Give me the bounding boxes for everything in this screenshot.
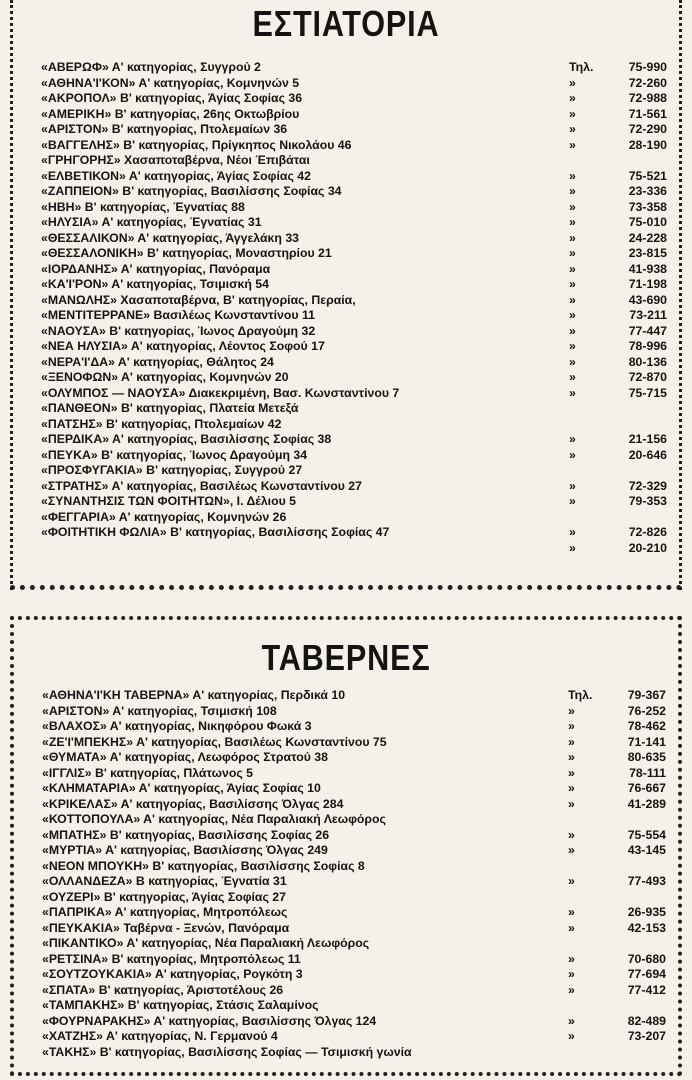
tel-mark: » — [569, 277, 576, 291]
list-item — [41, 215, 667, 231]
list-item — [42, 688, 666, 704]
entry-text: «ΝΕΡΑ'Ι'ΔΑ» Α' κατηγορίας, Θάλητος 24 — [41, 354, 274, 369]
restaurants-section — [10, 0, 682, 590]
entry-text: «ΝΕΑ ΗΛΥΣΙΑ» Α' κατηγορίας, Λέοντος Σοφού 17 — [41, 339, 325, 353]
list-item — [42, 890, 666, 906]
entry-text: «ΓΡΗΓΟΡΗΣ» Χασαποταβέρνα, Νέοι Έπιβάται — [41, 153, 310, 167]
tel-mark: » — [568, 796, 575, 811]
list-item — [42, 921, 666, 937]
tel-mark: » — [568, 982, 575, 997]
entry-text: «ΠΕΥΚΑΚΙΑ» Ταβέρνα - Ξενών, Πανόραμα — [42, 920, 290, 935]
entry-text: «ΖΑΠΠΕΙΟΝ» Β' κατηγορίας, Βασιλίσσης Σοφίας 34 — [41, 184, 342, 198]
tel-mark: » — [569, 137, 576, 152]
list-item — [42, 998, 666, 1014]
list-item — [42, 1029, 666, 1045]
list-item — [41, 401, 667, 417]
list-item — [41, 324, 667, 340]
list-item — [42, 812, 666, 828]
list-item — [42, 905, 666, 921]
tel-mark: » — [569, 261, 576, 276]
list-item — [41, 76, 667, 92]
tel-mark: » — [569, 494, 576, 508]
phone-number: 75-554 — [627, 827, 666, 842]
list-item — [41, 293, 667, 309]
tel-mark: Τηλ. — [569, 60, 594, 74]
phone-number: 77-412 — [627, 982, 666, 997]
phone-number: 72-260 — [628, 75, 667, 90]
phone-number: 78-462 — [627, 719, 666, 733]
entry-text: «ΒΑΓΓΕΛΗΣ» Β' κατηγορίας, Πρίγκηπος Νικολάου 46 — [41, 137, 352, 152]
tel-mark: » — [568, 1013, 575, 1028]
entry-text: «ΝΕΟΝ ΜΠΟΥΚΗ» Β' κατηγορίας, Βασιλίσσης Σοφίας 8 — [42, 858, 365, 873]
entry-text: «ΖΕ'Ι'ΜΠΕΚΗΣ» Α' κατηγορίας, Βασιλέως Κωνσταντίνου 75 — [42, 734, 387, 749]
list-item — [42, 781, 666, 797]
list-item — [41, 169, 667, 185]
list-item — [42, 859, 666, 875]
list-item — [42, 828, 666, 844]
tel-mark: » — [568, 750, 575, 764]
list-item — [41, 277, 667, 293]
phone-number: 43-145 — [627, 843, 666, 857]
restaurants-list — [41, 60, 667, 556]
list-item — [41, 417, 667, 433]
entry-text: «ΜΕΝΤΙΤΕΡΡΑΝΕ» Βασιλέως Κωνσταντίνου 11 — [41, 308, 315, 322]
entry-text: «ΙΓΓΛΙΣ» Β' κατηγορίας, Πλάτωνος 5 — [42, 765, 254, 780]
tel-mark: » — [568, 967, 575, 981]
tel-mark: » — [569, 246, 576, 260]
phone-number: 80-635 — [627, 750, 666, 764]
tel-mark: » — [569, 323, 576, 338]
phone-number: 73-207 — [627, 1029, 666, 1043]
restaurants-title: ΕΣΤΙΑΤΟΡΙΑ — [252, 3, 440, 44]
phone-number: 73-211 — [629, 308, 667, 322]
phone-number: 72-826 — [628, 525, 667, 539]
entry-text: «ΠΙΚΑΝΤΙΚΟ» Α' κατηγορίας, Νέα Παραλιακή Λεωφόρος — [42, 936, 370, 950]
tel-mark: » — [569, 370, 576, 384]
entry-text: «ΘΥΜΑΤΑ» Α' κατηγορίας, Λεωφόρος Στρατού 38 — [42, 750, 328, 764]
entry-text: «ΠΡΟΣΦΥΓΑΚΙΑ» Β' κατηγορίας, Συγγρού 27 — [41, 463, 303, 477]
list-item — [41, 370, 667, 386]
tel-mark: » — [568, 781, 575, 795]
list-item — [41, 510, 667, 526]
list-item — [42, 1014, 666, 1030]
phone-number: 70-680 — [627, 951, 666, 966]
phone-number: 20-210 — [628, 540, 667, 555]
phone-number: 72-329 — [628, 478, 667, 493]
list-item — [41, 355, 667, 371]
entry-text: «ΙΟΡΔΑΝΗΣ» Α' κατηγορίας, Πανόραμα — [41, 261, 271, 276]
phone-number: 23-815 — [628, 246, 667, 260]
tel-mark: » — [569, 447, 576, 462]
list-item — [41, 463, 667, 479]
entry-text: «ΚΟΤΤΟΠΟΥΛΑ» Α' κατηγορίας, Νέα Παραλιακή Λεωφόρος — [42, 812, 386, 826]
entry-text: «ΑΘΗΝΑ'Ι'ΚΟΝ» Α' κατηγορίας, Κομνηνών 5 — [41, 75, 300, 90]
list-item — [42, 1045, 666, 1061]
phone-number: 77-694 — [627, 967, 666, 981]
tel-mark: » — [569, 292, 576, 307]
tel-mark: » — [568, 920, 575, 935]
entry-text: «ΠΕΥΚΑ» Β' κατηγορίας, Ίωνος Δραγούμη 34 — [41, 447, 308, 462]
taverns-list — [42, 688, 666, 1060]
entry-text: «ΜΑΝΩΛΗΣ» Χασαποταβέρνα, Β' κατηγορίας, Περαία, — [41, 292, 356, 307]
list-item — [41, 339, 667, 355]
phone-number: 71-141 — [627, 734, 666, 749]
phone-number: 79-367 — [627, 688, 666, 702]
entry-text: «ΑΘΗΝΑ'Ι'ΚΗ ΤΑΒΕΡΝΑ» Α' κατηγορίας, Περδικά 10 — [42, 688, 346, 702]
phone-number: 75-990 — [628, 60, 667, 74]
tel-mark: » — [569, 199, 576, 214]
list-item — [41, 525, 667, 541]
phone-number: 71-561 — [628, 106, 667, 121]
list-item — [41, 448, 667, 464]
entry-text: «ΦΟΙΤΗΤΙΚΗ ΦΩΛΙΑ» Β' κατηγορίας, Βασιλίσσης Σοφίας 47 — [41, 525, 390, 539]
tel-mark: » — [568, 874, 575, 888]
tel-mark: » — [569, 168, 576, 183]
list-item — [41, 184, 667, 200]
tel-mark: » — [569, 230, 576, 245]
tel-mark: » — [568, 905, 575, 919]
phone-number: 76-252 — [627, 703, 666, 718]
phone-number: 41-289 — [627, 796, 666, 811]
entry-text: «ΘΕΣΣΑΛΟΝΙΚΗ» Β' κατηγορίας, Μοναστηρίου 21 — [41, 246, 332, 260]
phone-number: 76-667 — [627, 781, 666, 795]
entry-text: «ΧΑΤΖΗΣ» Α' κατηγορίας, Ν. Γερμανού 4 — [42, 1029, 278, 1043]
phone-number: 80-136 — [628, 354, 667, 369]
phone-number: 42-153 — [627, 920, 666, 935]
phone-number: 28-190 — [628, 137, 667, 152]
entry-text: «ΗΒΗ» Β' κατηγορίας, Έγνατίας 88 — [41, 199, 245, 214]
entry-text: «ΚΛΗΜΑΤΑΡΙΑ» Α' κατηγορίας, Άγίας Σοφίας 10 — [42, 781, 321, 795]
phone-number: 75-010 — [628, 215, 667, 229]
list-item — [42, 983, 666, 999]
tel-mark: » — [568, 719, 575, 733]
phone-number: 78-996 — [628, 339, 667, 353]
phone-number: 26-935 — [627, 905, 666, 919]
list-item — [42, 719, 666, 735]
tel-mark: Τηλ. — [568, 688, 593, 702]
list-item — [41, 494, 667, 510]
phone-number: 82-489 — [627, 1013, 666, 1028]
entry-text: «ΑΜΕΡΙΚΗ» Β' κατηγορίας, 26ης Οκτωβρίου — [41, 106, 300, 121]
list-item — [42, 843, 666, 859]
entry-text: «ΦΟΥΡΝΑΡΑΚΗΣ» Α' κατηγορίας, Βασιλίσσης Όλγας 124 — [42, 1013, 377, 1028]
tel-mark: » — [569, 215, 576, 229]
taverns-title: ΤΑΒΕΡΝΕΣ — [261, 637, 431, 678]
entry-text: «ΣΟΥΤΖΟΥΚΑΚΙΑ» Α' κατηγορίας, Ρογκότη 3 — [42, 967, 303, 981]
tel-mark: » — [569, 432, 576, 446]
tel-mark: » — [569, 106, 576, 121]
phone-number: 73-358 — [628, 199, 667, 214]
list-item — [42, 936, 666, 952]
tel-mark: » — [569, 122, 576, 136]
entry-text: «ΤΑΚΗΣ» Β' κατηγορίας, Βασιλίσσης Σοφίας — Τσιμισκή γωνία — [42, 1044, 412, 1059]
tel-mark: » — [569, 478, 576, 493]
list-item — [41, 231, 667, 247]
list-item — [41, 107, 667, 123]
tel-mark: » — [568, 734, 575, 749]
phone-number: 41-938 — [628, 261, 667, 276]
list-item — [41, 200, 667, 216]
entry-text: «ΟΛΥΜΠΟΣ — ΝΑΟΥΣΑ» Διακεκριμένη, Βασ. Κωνσταντίνου 7 — [41, 385, 400, 400]
list-item — [41, 432, 667, 448]
entry-text: «ΑΡΙΣΤΟΝ» Α' κατηγορίας, Τσιμισκή 108 — [42, 703, 277, 718]
phone-number: 75-521 — [628, 168, 667, 183]
tel-mark: » — [568, 843, 575, 857]
entry-text: «ΠΑΝΘΕΟΝ» Β' κατηγορίας, Πλατεία Μετεξά — [41, 401, 299, 415]
tel-mark: » — [569, 308, 576, 322]
entry-text: «ΕΛΒΕΤΙΚΟΝ» Α' κατηγορίας, Άγίας Σοφίας 42 — [41, 168, 311, 183]
entry-text: «ΠΕΡΔΙΚΑ» Α' κατηγορίας, Βασιλίσσης Σοφίας 38 — [41, 432, 332, 446]
entry-text: «ΜΥΡΤΙΑ» Α' κατηγορίας, Βασιλίσσης Όλγας 249 — [42, 843, 328, 857]
tel-mark: » — [569, 525, 576, 539]
entry-text: «ΒΛΑΧΟΣ» Α' κατηγορίας, Νικηφόρου Φωκά 3 — [42, 719, 312, 733]
phone-number: 20-646 — [628, 447, 667, 462]
tel-mark: » — [569, 339, 576, 353]
phone-number: 72-870 — [628, 370, 667, 384]
tel-mark: » — [568, 765, 575, 780]
entry-text: «ΑΡΙΣΤΟΝ» Β' κατηγορίας, Πτολεμαίων 36 — [41, 122, 288, 136]
entry-text: «ΘΕΣΣΑΛΙΚΟΝ» Α' κατηγορίας, Άγγελάκη 33 — [41, 230, 300, 245]
list-item — [41, 91, 667, 107]
tel-mark: » — [568, 951, 575, 966]
list-item — [41, 138, 667, 154]
list-item — [41, 262, 667, 278]
list-item — [42, 967, 666, 983]
phone-number: 72-290 — [628, 122, 667, 136]
phone-number: 75-715 — [628, 385, 667, 400]
entry-text: «ΟΥΖΕΡΙ» Β' κατηγορίας, Άγίας Σοφίας 27 — [42, 889, 286, 904]
list-item — [42, 874, 666, 890]
phone-number: 78-111 — [629, 765, 666, 780]
list-item — [42, 797, 666, 813]
list-item — [42, 766, 666, 782]
phone-number: 24-228 — [628, 230, 667, 245]
entry-text: «ΗΛΥΣΙΑ» Α' κατηγορίας, Έγνατίας 31 — [41, 215, 262, 229]
entry-text: «ΣΥΝΑΝΤΗΣΙΣ ΤΩΝ ΦΟΙΤΗΤΩΝ», Ι. Δέλιου 5 — [41, 494, 297, 508]
entry-text: «ΚΡΙΚΕΛΑΣ» Α' κατηγορίας, Βασιλίσσης Όλγας 284 — [42, 796, 344, 811]
entry-text: «ΠΑΠΡΙΚΑ» Α' κατηγορίας, Μητροπόλεως — [42, 905, 288, 919]
entry-text: «ΟΛΛΑΝΔΕΖΑ» Β κατηγορίας, Έγνατία 31 — [42, 874, 287, 888]
list-item — [42, 735, 666, 751]
tel-mark: » — [569, 184, 576, 198]
tel-mark: » — [569, 75, 576, 90]
entry-text: «ΦΕΓΓΑΡΙΑ» Α' κατηγορίας, Κομνηνών 26 — [41, 509, 287, 524]
list-item — [41, 386, 667, 402]
phone-number: 72-988 — [628, 91, 667, 105]
entry-text: «ΜΠΑΤΗΣ» Β' κατηγορίας, Βασιλίσσης Σοφίας 26 — [42, 827, 330, 842]
tel-mark: » — [569, 91, 576, 105]
tel-mark: » — [569, 540, 576, 555]
tel-mark: » — [568, 827, 575, 842]
list-item — [41, 541, 667, 557]
phone-number: 77-447 — [628, 323, 667, 338]
entry-text: «ΝΑΟΥΣΑ» Β' κατηγορίας, Ίωνος Δραγούμη 32 — [41, 323, 316, 338]
list-item — [41, 308, 667, 324]
entry-text: «ΣΠΑΤΑ» Β' κατηγορίας, Άριστοτέλους 26 — [42, 982, 284, 997]
entry-text: «ΑΒΕΡΩΦ» Α' κατηγορίας, Συγγρού 2 — [41, 60, 261, 74]
phone-number: 21-156 — [628, 432, 667, 446]
entry-text: «ΠΑΤΣΗΣ» Β' κατηγορίας, Πτολεμαίων 42 — [41, 416, 282, 431]
list-item — [41, 122, 667, 138]
tel-mark: » — [568, 1029, 575, 1043]
phone-number: 77-493 — [627, 874, 666, 888]
tel-mark: » — [569, 354, 576, 369]
phone-number: 71-198 — [628, 277, 667, 291]
list-item — [41, 246, 667, 262]
list-item — [41, 60, 667, 76]
entry-text: «ΡΕΤΣΙΝΑ» Β' κατηγορίας, Μητροπόλεως 11 — [42, 951, 301, 966]
entry-text: «ΑΚΡΟΠΟΛ» Β' κατηγορίας, Άγίας Σοφίας 36 — [41, 91, 303, 105]
list-item — [41, 153, 667, 169]
list-item — [42, 750, 666, 766]
list-item — [42, 952, 666, 968]
list-item — [41, 479, 667, 495]
entry-text: «ΚΑ'Ι'ΡΟΝ» Α' κατηγορίας, Τσιμισκή 54 — [41, 277, 269, 291]
phone-number: 79-353 — [628, 494, 667, 508]
phone-number: 43-690 — [628, 292, 667, 307]
phone-number: 23-336 — [628, 184, 667, 198]
tel-mark: » — [568, 703, 575, 718]
entry-text: «ΤΑΜΠΑΚΗΣ» Β' κατηγορίας, Στάσις Σαλαμίνος — [42, 998, 319, 1012]
entry-text: «ΞΕΝΟΦΩΝ» Α' κατηγορίας, Κομνηνών 20 — [41, 370, 289, 384]
list-item — [42, 704, 666, 720]
entry-text: «ΣΤΡΑΤΗΣ» Α' κατηγορίας, Βασιλέως Κωνσταντίνου 27 — [41, 478, 362, 493]
taverns-section — [10, 616, 682, 1076]
tel-mark: » — [569, 385, 576, 400]
